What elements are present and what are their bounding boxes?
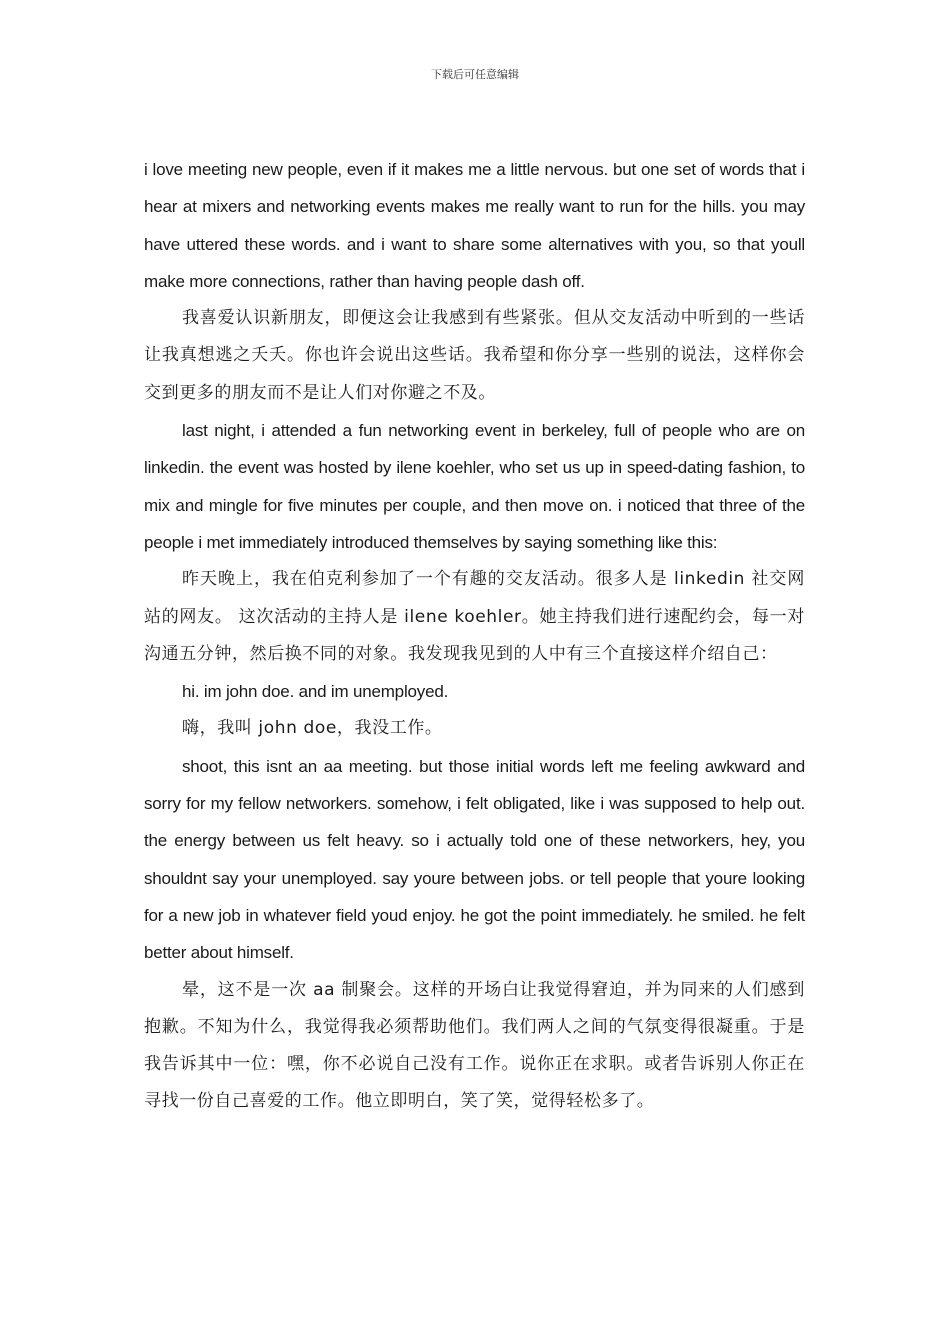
paragraph-en-4: shoot, this isnt an aa meeting. but those initial words left me feeling awkward and sorry for my fellow networkers. somehow, i felt obligated, like i was supposed to help out. the energy between us felt heavy. so i actually told one of these networkers, hey, you shouldnt say your unemployed. say youre between jobs. or tell people that youre looking for a new job in whatever field youd enjoy. he got the point immediately. he smiled. he felt better about himself. bbox=[144, 756, 805, 963]
paragraph-zh-1: 我喜爱认识新朋友，即便这会让我感到有些紧张。但从交友活动中听到的一些话让我真想逃之夭夭。你也许会说出这些话。我希望和你分享一些别的说法，这样你会交到更多的朋友而不是让人们对你避之不及。 bbox=[144, 308, 805, 403]
page-header: 下载后可任意编辑 bbox=[431, 68, 519, 81]
paragraph-zh-3: 嗨，我叫 john doe，我没工作。 bbox=[182, 718, 443, 739]
paragraph-zh-4: 晕，这不是一次 aa 制聚会。这样的开场白让我觉得窘迫，并为同来的人们感到抱歉。不知为什么，我觉得我必须帮助他们。我们两人之间的气氛变得很凝重。于是我告诉其中一位：嘿，你不必说自己没有工作。说你正在求职。或者告诉别人你正在寻找一份自己喜爱的工作。他立即明白，笑了笑，觉得轻松多了。 bbox=[144, 979, 805, 1112]
paragraph-en-3: hi. im john doe. and im unemployed. bbox=[182, 682, 449, 702]
paragraph-zh-2: 昨天晚上，我在伯克利参加了一个有趣的交友活动。很多人是 linkedin 社交网站的网友。 这次活动的主持人是 ilene koehler。她主持我们进行速配约会，每一对沟通五分钟，然后换不同的对象。我发现我见到的人中有三个直接这样介绍自己： bbox=[144, 569, 805, 664]
paragraph-en-1: i love meeting new people, even if it makes me a little nervous. but one set of words that i hear at mixers and networking events makes me really want to run for the hills. you may have uttered these words. and i want to share some alternatives with you, so that youll make more connections, rather than having people dash off. bbox=[144, 160, 805, 291]
paragraph-en-2: last night, i attended a fun networking event in berkeley, full of people who are on linkedin. the event was hosted by ilene koehler, who set us up in speed-dating fashion, to mix and mingle for five minutes per couple, and then move on. i noticed that three of the people i met immediately introduced themselves by saying something like this: bbox=[144, 421, 805, 552]
document-body bbox=[144, 151, 805, 1121]
